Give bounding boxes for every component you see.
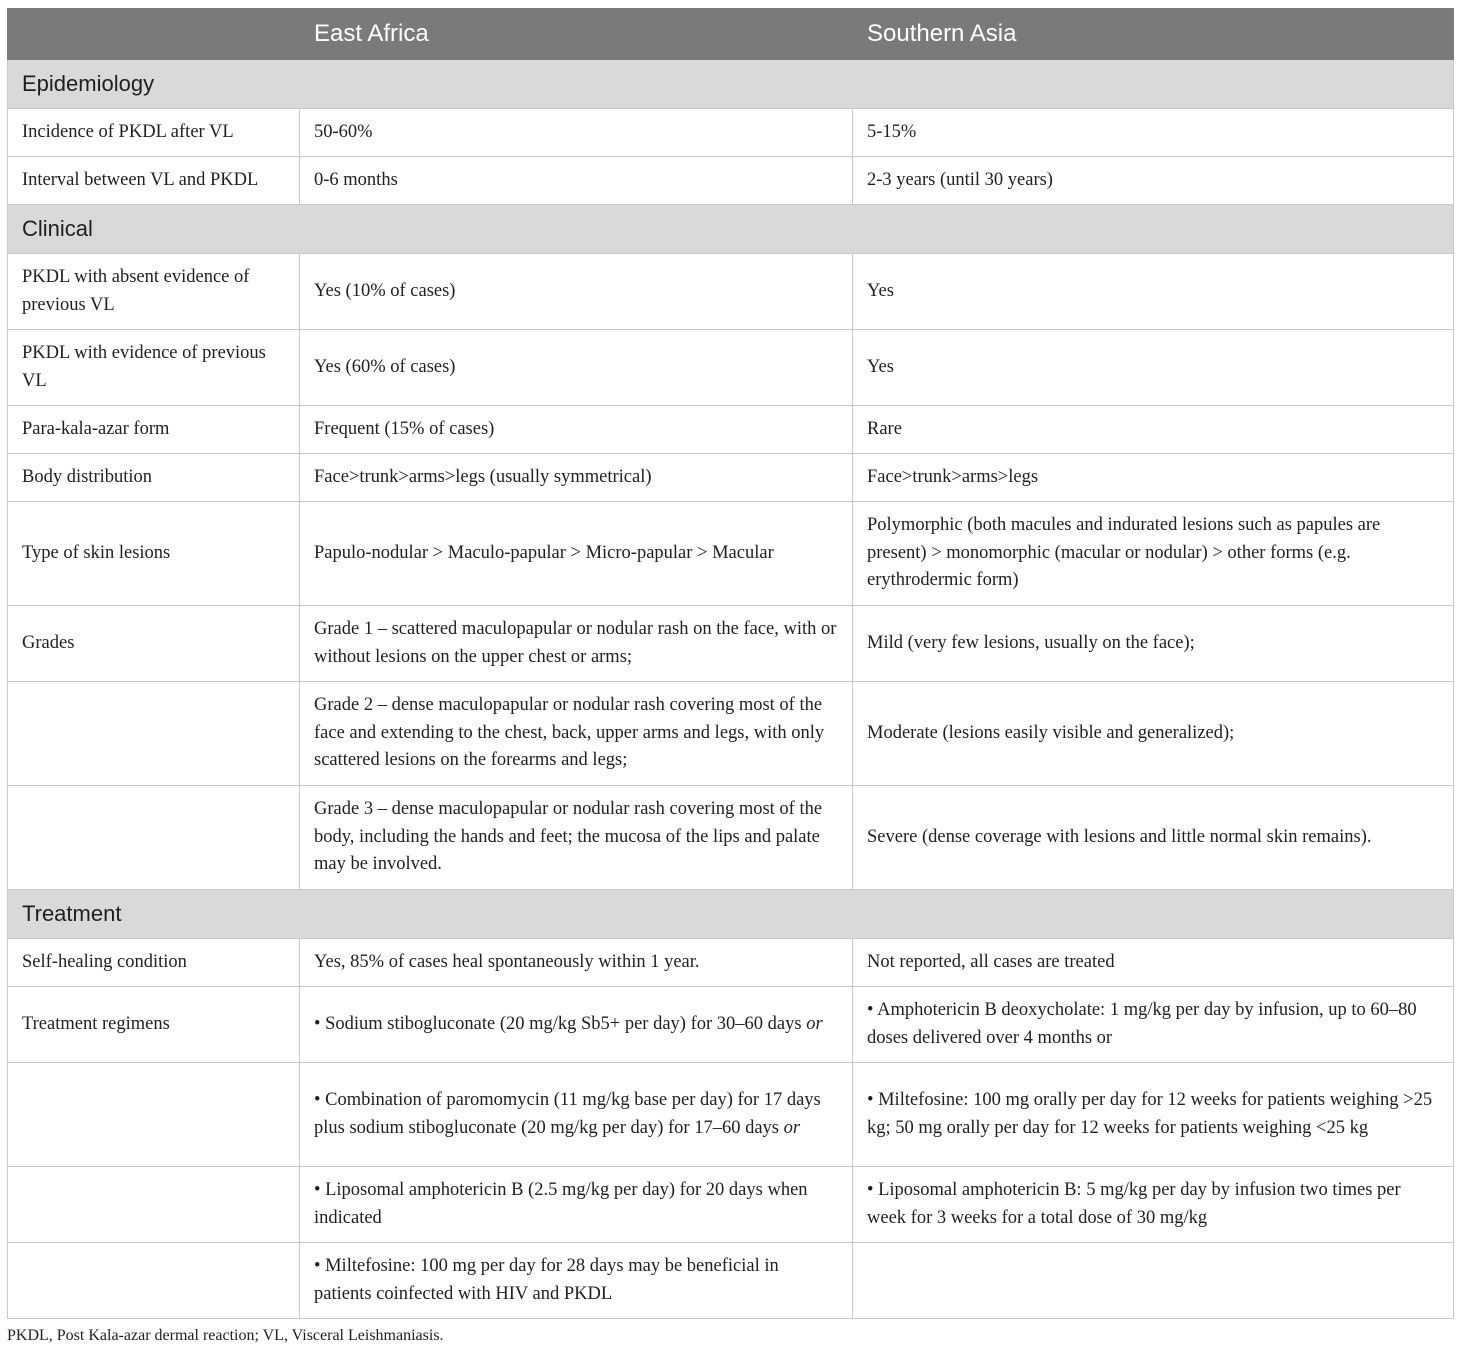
row-label: Type of skin lesions [8, 502, 300, 606]
southern-asia-cell: 5-15% [853, 109, 1454, 157]
row-label [8, 1063, 300, 1167]
east-africa-cell: • Liposomal amphotericin B (2.5 mg/kg per day) for 20 days when indicated [300, 1167, 853, 1243]
header-southern-asia: Southern Asia [853, 9, 1454, 60]
section-row [8, 60, 1454, 109]
table-row [8, 1167, 1454, 1243]
section-title: Treatment [8, 890, 1454, 939]
table-row [8, 1243, 1454, 1319]
row-label: Treatment regimens [8, 987, 300, 1063]
east-africa-cell: Grade 2 – dense maculopapular or nodular rash covering most of the face and extending to the chest, back, upper arms and legs, with only scattered lesions on the forearms and legs; [300, 682, 853, 786]
east-africa-cell: Yes, 85% of cases heal spontaneously within 1 year. [300, 939, 853, 987]
southern-asia-cell: Yes [853, 330, 1454, 406]
southern-asia-cell: Polymorphic (both macules and indurated lesions such as papules are present) > monomorphic (macular or nodular) > other forms (e.g. erythrodermic form) [853, 502, 1454, 606]
cell-text: • Combination of paromomycin (11 mg/kg base per day) for 17 days plus sodium stibogluconate (20 mg/kg per day) for 17–60 days [314, 1090, 821, 1138]
southern-asia-cell: Face>trunk>arms>legs [853, 454, 1454, 502]
table-row [8, 454, 1454, 502]
table-row [8, 939, 1454, 987]
table-row [8, 682, 1454, 786]
row-label [8, 1167, 300, 1243]
section-row [8, 205, 1454, 254]
table-row [8, 157, 1454, 205]
section-title: Clinical [8, 205, 1454, 254]
row-label: Para-kala-azar form [8, 406, 300, 454]
section-row [8, 890, 1454, 939]
east-africa-cell: Grade 1 – scattered maculopapular or nodular rash on the face, with or without lesions on the upper chest or arms; [300, 606, 853, 682]
cell-text: • Sodium stibogluconate (20 mg/kg Sb5+ per day) for 30–60 days [314, 1013, 802, 1034]
east-africa-cell: Frequent (15% of cases) [300, 406, 853, 454]
southern-asia-cell: • Amphotericin B deoxycholate: 1 mg/kg per day by infusion, up to 60–80 doses delivered over 4 months or [853, 987, 1454, 1063]
table-row [8, 406, 1454, 454]
southern-asia-cell: Mild (very few lesions, usually on the face); [853, 606, 1454, 682]
comparison-table [7, 8, 1454, 1319]
east-africa-cell: 0-6 months [300, 157, 853, 205]
southern-asia-cell: Rare [853, 406, 1454, 454]
row-label: Interval between VL and PKDL [8, 157, 300, 205]
table-row [8, 109, 1454, 157]
row-label: Body distribution [8, 454, 300, 502]
east-africa-cell: 50-60% [300, 109, 853, 157]
table-row [8, 254, 1454, 330]
cell-emphasis: or [783, 1117, 801, 1138]
row-label: Self-healing condition [8, 939, 300, 987]
row-label [8, 786, 300, 890]
southern-asia-cell [853, 1243, 1454, 1319]
header-row [8, 9, 1454, 60]
header-blank [8, 9, 300, 60]
row-label: Incidence of PKDL after VL [8, 109, 300, 157]
row-label [8, 1243, 300, 1319]
southern-asia-cell: Not reported, all cases are treated [853, 939, 1454, 987]
section-title: Epidemiology [8, 60, 1454, 109]
east-africa-cell [300, 1063, 853, 1167]
east-africa-cell: • Miltefosine: 100 mg per day for 28 days may be beneficial in patients coinfected with HIV and PKDL [300, 1243, 853, 1319]
row-label [8, 682, 300, 786]
table-row [8, 987, 1454, 1063]
east-africa-cell: Yes (10% of cases) [300, 254, 853, 330]
table-row [8, 330, 1454, 406]
east-africa-cell [300, 987, 853, 1063]
southern-asia-cell: Yes [853, 254, 1454, 330]
row-label: PKDL with absent evidence of previous VL [8, 254, 300, 330]
east-africa-cell: Face>trunk>arms>legs (usually symmetrical) [300, 454, 853, 502]
table-row [8, 502, 1454, 606]
table-row [8, 606, 1454, 682]
cell-emphasis: or [806, 1013, 823, 1034]
table-row [8, 1063, 1454, 1167]
table-row [8, 786, 1454, 890]
east-africa-cell: Yes (60% of cases) [300, 330, 853, 406]
southern-asia-cell: Moderate (lesions easily visible and generalized); [853, 682, 1454, 786]
southern-asia-cell: • Liposomal amphotericin B: 5 mg/kg per day by infusion two times per week for 3 weeks for a total dose of 30 mg/kg [853, 1167, 1454, 1243]
southern-asia-cell: Severe (dense coverage with lesions and little normal skin remains). [853, 786, 1454, 890]
east-africa-cell: Papulo-nodular > Maculo-papular > Micro-papular > Macular [300, 502, 853, 606]
southern-asia-cell: 2-3 years (until 30 years) [853, 157, 1454, 205]
header-east-africa: East Africa [300, 9, 853, 60]
row-label: Grades [8, 606, 300, 682]
southern-asia-cell: • Miltefosine: 100 mg orally per day for 12 weeks for patients weighing >25 kg; 50 mg orally per day for 12 weeks for patients weighing <25 kg [853, 1063, 1454, 1167]
table-footnote: PKDL, Post Kala-azar dermal reaction; VL, Visceral Leishmaniasis. [7, 1327, 444, 1344]
east-africa-cell: Grade 3 – dense maculopapular or nodular rash covering most of the body, including the hands and feet; the mucosa of the lips and palate may be involved. [300, 786, 853, 890]
row-label: PKDL with evidence of previous VL [8, 330, 300, 406]
